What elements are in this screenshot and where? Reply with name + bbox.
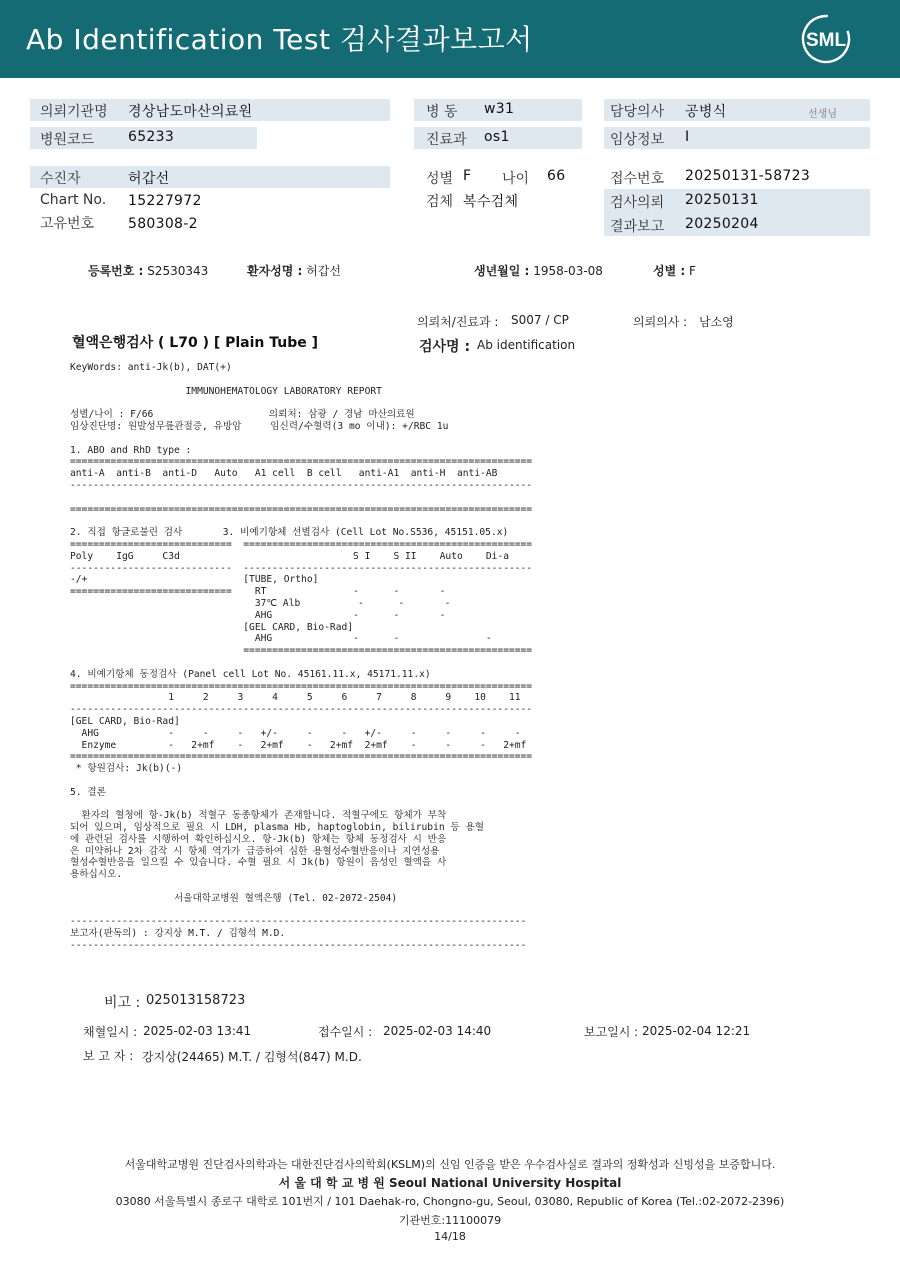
sex-value: F	[463, 168, 472, 184]
doctor-value: 공병식	[685, 104, 727, 120]
sml-logo	[800, 13, 852, 65]
chart-label: Chart No.	[40, 192, 107, 208]
dept-label: 진료과	[426, 132, 467, 148]
specimen-value: 복수검체	[463, 194, 519, 210]
clinical-label: 임상정보	[610, 132, 665, 148]
doctor-label: 담당의사	[610, 104, 665, 120]
patient-value: 허갑선	[128, 171, 170, 187]
institution-label: 의뢰기관명	[40, 104, 108, 120]
hospital-address: 03080 서울특별시 종로구 대학로 101번지 / 101 Daehak-ro, Chongno-gu, Seoul, 03080, Republic of Korea (Tel.:02-2072-2396)	[115, 1195, 785, 1208]
report-header	[0, 0, 900, 78]
patient-bar	[30, 166, 390, 188]
request-dept-label: 의뢰처/진료과 :	[417, 315, 499, 329]
collect-label: 채혈일시 :	[83, 1025, 138, 1039]
dept-value: os1	[484, 129, 510, 145]
receive-label: 접수일시 :	[318, 1025, 373, 1039]
hospital-name: 서 울 대 학 교 병 원 Seoul National University Hospital	[278, 1176, 622, 1190]
receive-value: 2025-02-03 14:40	[383, 1024, 492, 1038]
chart-value: 15227972	[128, 193, 202, 209]
age-value: 66	[547, 168, 566, 184]
birth-value: 1958-03-08	[533, 264, 603, 278]
reg-sex-label: 성별 :	[653, 264, 686, 278]
test-name-label: 검사명 :	[419, 339, 471, 355]
note-value: 025013158723	[146, 993, 246, 1008]
request-doctor-label: 의뢰의사 :	[633, 315, 688, 329]
request-dept-value: S007 / CP	[511, 313, 569, 327]
report-time-value: 2025-02-04 12:21	[642, 1024, 751, 1038]
institution-number: 기관번호:11100079	[398, 1214, 502, 1227]
patient-name-label: 환자성명 :	[247, 264, 303, 278]
report-time-label: 보고일시 :	[584, 1025, 639, 1039]
report-date-value: 20250204	[685, 216, 759, 232]
ward-label: 병 동	[426, 104, 458, 120]
request-date-label: 검사의뢰	[610, 195, 665, 211]
request-doctor-value: 남소영	[699, 315, 734, 329]
patient-name-value: 허갑선	[306, 264, 341, 278]
report-date-label: 결과보고	[610, 219, 665, 235]
doctor-suffix: 선생님	[808, 109, 837, 120]
hospital-code-value: 65233	[128, 129, 175, 145]
report-title: Ab Identification Test 검사결과보고서	[26, 23, 533, 56]
logo-text: SML	[805, 30, 847, 51]
certification-text: 서울대학교병원 진단검사의학과는 대한진단검사의학회(KSLM)의 신임 인증을 받은 우수검사실로 결과의 정확성과 신빙성을 보증합니다.	[124, 1158, 776, 1171]
specimen-label: 검체	[426, 194, 454, 210]
reg-no-value: S2530343	[147, 264, 209, 278]
receipt-value: 20250131-58723	[685, 168, 811, 184]
reporter-value: 강지상(24465) M.T. / 김형석(847) M.D.	[142, 1050, 362, 1064]
page-number: 14/18	[434, 1230, 466, 1243]
reg-sex-value: F	[689, 264, 696, 278]
note-label: 비고 :	[104, 995, 141, 1011]
institution-value: 경상남도마산의료원	[128, 104, 253, 120]
unique-no-label: 고유번호	[40, 216, 95, 232]
clinical-value: I	[685, 129, 690, 145]
section-title: 혈액은행검사 ( L70 ) [ Plain Tube ]	[72, 335, 319, 351]
reg-no-label: 등록번호 :	[88, 264, 144, 278]
lab-report-text: KeyWords: anti-Jk(b), DAT(+) IMMUNOHEMATOLOGY LABORATORY REPORT 성별/나이 : F/66 의뢰처: 삼광 / 경남 마산의료원 임상진단명: 원발성무릎관절증, 유방암 임신력/수혈력(3 mo 이내): +/RBC 1u 1. ABO and RhD type : ================================================================================ anti-A anti-B anti-D Auto A1 cell B cell anti-A1 anti-H anti-AB -------------------------------------------------------------------------------- ================================================================================ 2. 직접 항글로불린 검사 3. 비예기항체 선별검사 (Cell Lot No.S536, 45151.05.x) ============================ ================================================== Poly IgG C3d S I S II Auto Di-a ---------------------------- -------------------------------------------------- -/+ [TUBE, Ortho] ============================ RT - - - 37℃ Alb - - - AHG - - - [GEL CARD, Bio-Rad] AHG - - - ================================================== 4. 비예기항체 동정검사 (Panel cell Lot No. 45161.11.x, 45171.11.x) ================================================================================ 1 2 3 4 5 6 7 8 9 10 11 -------------------------------------------------------------------------------- [GEL CARD, Bio-Rad] AHG - - - +/- - - +/- - - - - Enzyme - 2+mf - 2+mf - 2+mf 2+mf - - - 2+mf ================================================================================ * 항원검사: Jk(b)(-) 5. 결론 환자의 혈청에 항-Jk(b) 적혈구 동종항체가 존재합니다. 적혈구에도 항체가 부착 되어 있으며, 임상적으로 필요 시 LDH, plasma Hb, haptoglobin, bilirubin 등 용혈 에 관련된 검사를 시행하여 확인하십시오. 항-Jk(b) 항체는 항체 동정검사 시 반응 은 미약하나 2차 감작 시 항체 역가가 급증하여 심한 용혈성수혈반응이나 지연성용 혈성수혈반응을 일으킬 수 있습니다. 수혈 필요 시 Jk(b) 항원이 음성인 혈액을 사 용하십시오. 서울대학교병원 혈액은행 (Tel. 02-2072-2504) ------------------------------------------------------------------------------- 보고자(판독의) : 강지상 M.T. / 김형석 M.D. -------------------------------------------------------------------------------	[70, 362, 533, 952]
unique-no-value: 580308-2	[128, 216, 198, 232]
receipt-label: 접수번호	[610, 171, 665, 187]
sex-label: 성별	[426, 171, 454, 187]
reporter-label: 보 고 자 :	[83, 1049, 134, 1063]
ward-value: w31	[484, 101, 515, 117]
age-label: 나이	[502, 171, 530, 187]
collect-value: 2025-02-03 13:41	[143, 1024, 252, 1038]
birth-label: 생년월일 :	[474, 264, 530, 278]
patient-label: 수진자	[40, 171, 81, 187]
request-date-value: 20250131	[685, 192, 759, 208]
hospital-code-label: 병원코드	[40, 132, 95, 148]
test-name-value: Ab identification	[477, 338, 576, 352]
